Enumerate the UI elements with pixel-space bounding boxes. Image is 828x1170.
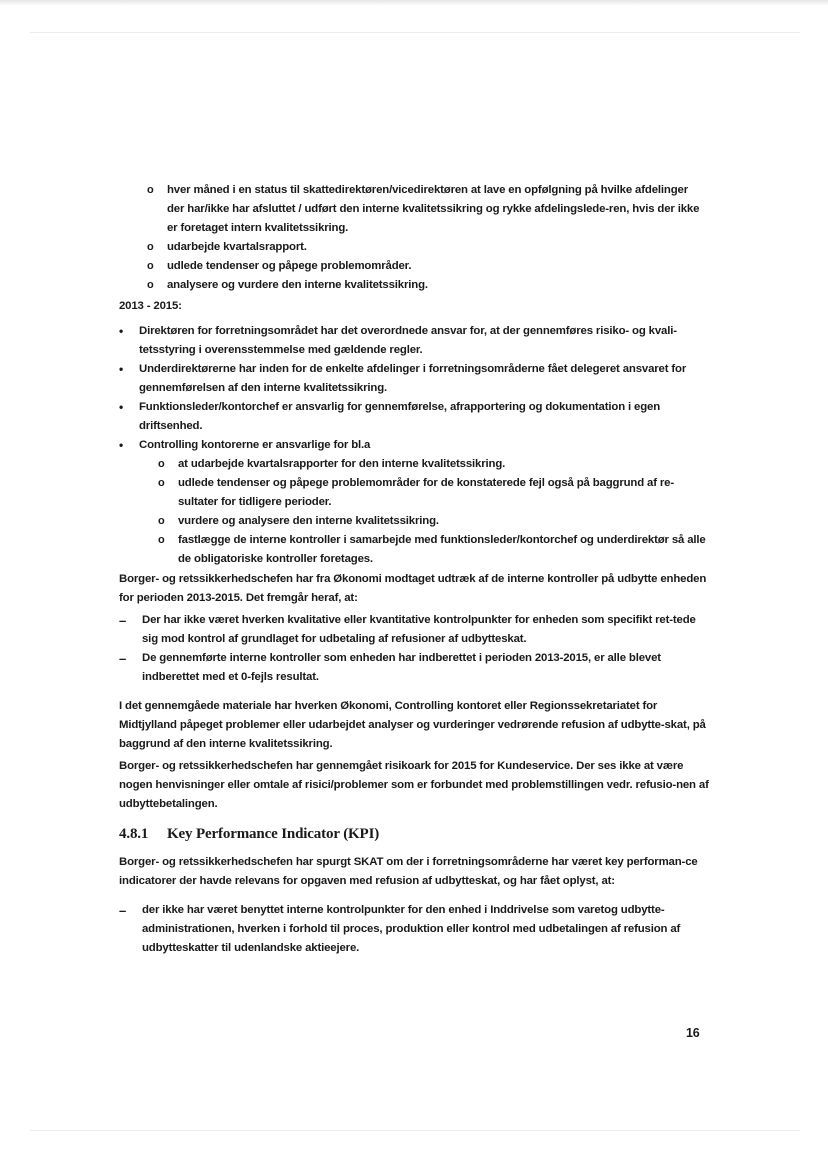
paragraph: I det gennemgåede materiale har hverken Økonomi, Controlling kontoret eller Regionssekretariatet for Midtjylland påpeget problemer eller udarbejdet analyser og vurderinger vedrørende refusion af udbytte-skat, på baggrund af den interne kvalitetssikring. bbox=[119, 700, 706, 750]
circle-bullet-icon: o bbox=[158, 515, 165, 527]
list-item-text: hver måned i en status til skattedirektøren/vicedirektøren at lave en opfølgning på hvilke afdelinger der har/ikke har afsluttet / udført den interne kvalitetssikring og rykke afdelingslede-ren, hvis der ikke er foretaget intern kvalitetssikring. bbox=[167, 184, 700, 234]
circle-bullet-icon: o bbox=[158, 477, 165, 489]
circle-bullet-icon: o bbox=[147, 260, 154, 272]
bullet-icon: • bbox=[119, 324, 124, 338]
section-heading bbox=[119, 824, 379, 844]
list-item-text: udlede tendenser og påpege problemområder. bbox=[167, 260, 412, 272]
list-item-text: Underdirektørerne har inden for de enkelte afdelinger i forretningsområderne fået delegeret ansvaret for gennemførelsen af den interne kvalitetssikring. bbox=[139, 363, 687, 394]
period-heading: 2013 - 2015: bbox=[119, 300, 182, 312]
list-item-text: Funktionsleder/kontorchef er ansvarlig for gennemførelse, afrapportering og dokumentation i egen driftsenhed. bbox=[139, 401, 661, 432]
circle-bullet-icon: o bbox=[158, 458, 165, 470]
list-item-text: udarbejde kvartalsrapport. bbox=[167, 241, 307, 253]
bullet-icon: • bbox=[119, 400, 124, 414]
list-item-text: Controlling kontorerne er ansvarlige for bl.a bbox=[139, 439, 371, 451]
dash-icon: – bbox=[119, 613, 127, 628]
list-item-text: Direktøren for forretningsområdet har det overordnede ansvar for, at der gennemføres risiko- og kvali-tetsstyring i overensstemmelse med gældende regler. bbox=[139, 325, 677, 356]
bullet-icon: • bbox=[119, 438, 124, 452]
circle-bullet-icon: o bbox=[147, 279, 154, 291]
list-item-text: analysere og vurdere den interne kvalitetssikring. bbox=[167, 279, 428, 291]
circle-bullet-icon: o bbox=[158, 534, 165, 546]
list-item-text: vurdere og analysere den interne kvalitetssikring. bbox=[178, 515, 439, 527]
list-item-text: fastlægge de interne kontroller i samarbejde med funktionsleder/kontorchef og underdirektør så alle de obligatoriske kontroller foretages. bbox=[178, 534, 706, 565]
section-number: 4.8.1 bbox=[119, 826, 149, 842]
dash-icon: – bbox=[119, 651, 127, 666]
page-number: 16 bbox=[686, 1026, 700, 1040]
circle-bullet-icon: o bbox=[147, 184, 154, 196]
paragraph: Borger- og retssikkerhedschefen har gennemgået risikoark for 2015 for Kundeservice. Der ses ikke at være nogen henvisninger eller omtale af risici/problemer som er forbundet med problemstillingen vedr. refusio-nen af udbyttebetalingen. bbox=[119, 760, 709, 810]
list-item-text: at udarbejde kvartalsrapporter for den interne kvalitetssikring. bbox=[178, 458, 506, 470]
section-title: Key Performance Indicator (KPI) bbox=[167, 826, 380, 842]
circle-bullet-icon: o bbox=[147, 241, 154, 253]
paragraph: Borger- og retssikkerhedschefen har fra Økonomi modtaget udtræk af de interne kontroller på udbytte enheden for perioden 2013-2015. Det fremgår heraf, at: bbox=[119, 573, 707, 604]
list-item-text: De gennemførte interne kontroller som enheden har indberettet i perioden 2013-2015, er alle blevet indberettet med et 0-fejls resultat. bbox=[142, 652, 661, 683]
list-item-text: udlede tendenser og påpege problemområder for de konstaterede fejl også på baggrund af re-sultater for tidligere perioder. bbox=[178, 477, 675, 508]
list-item-text: Der har ikke været hverken kvalitative eller kvantitative kontrolpunkter for enheden som specifikt ret-tede sig mod kontrol af grundlaget for udbetaling af refusioner af udbytteskat. bbox=[142, 614, 696, 645]
dash-icon: – bbox=[119, 903, 127, 918]
list-item-text: der ikke har været benyttet interne kontrolpunkter for den enhed i Inddrivelse som varetog udbytte-administrationen, hverken i forhold til proces, produktion eller kontrol med udbetalingen af refusion af udbytteskatter til udenlandske aktieejere. bbox=[142, 904, 681, 954]
paragraph: Borger- og retssikkerhedschefen har spurgt SKAT om der i forretningsområderne har været key performan-ce indicatorer der havde relevans for opgaven med refusion af udbytteskat, og har fået oplyst, at: bbox=[119, 856, 698, 887]
bullet-icon: • bbox=[119, 362, 124, 376]
